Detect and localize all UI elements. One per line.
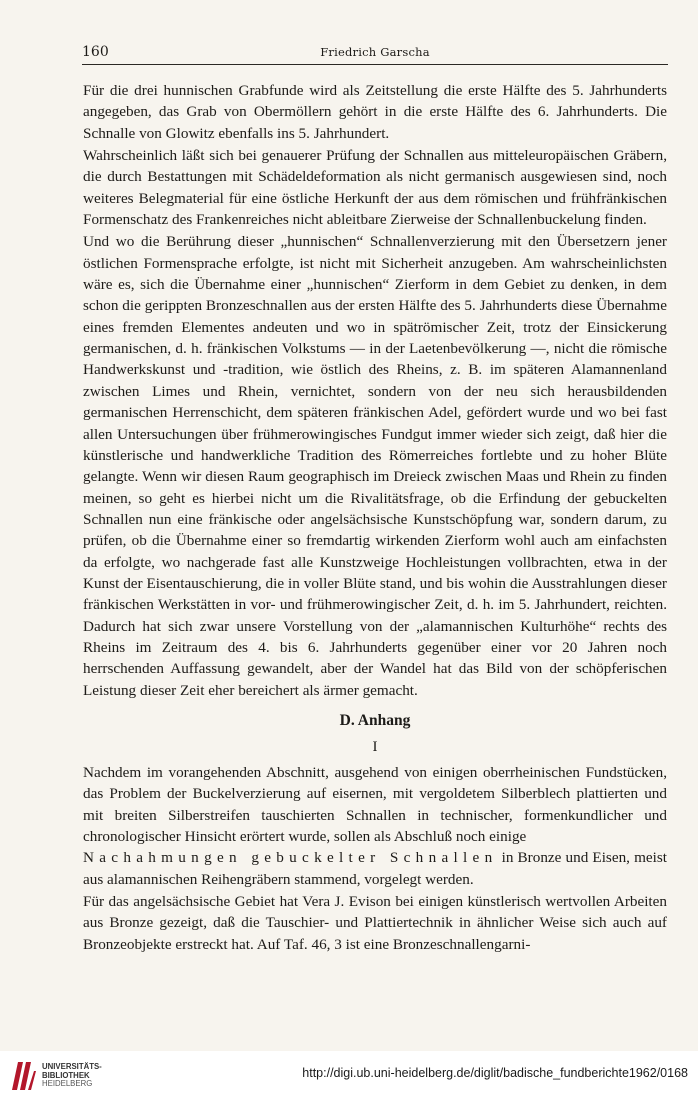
paragraph: Und wo die Berührung dieser „hunnischen“ Schnallenverzierung mit den Übersetzern jener östlichen Formensprache erfolgte, ist nicht mit Sicherheit anzugeben. Am wahrscheinlichsten wäre es, sich die Übernahme einer „hunnischen“ Zierform in dem Gebiet zu denken, in dem schon die gerippten Bronzeschnallen aus der ersten Hälfte des 5. Jahrhunderts diese Übernahme eines fremden Elementes andeuten und wo in spätrömischer Zeit, trotz der Einsickerung germanischen, d. h. fränkischen Volkstums — in der Laetenbevölkerung —, nicht die römische Handwerkskunst und -tradition, wie östlich des Rheins, z. B. im späteren Alamannenland zwischen Limes und Rhein, vernichtet, sondern von der neu sich herausbildenden germanischen Herrenschicht, dem späteren fränkischen Adel, gefördert wurde und wo bei fast allen Untersuchungen über frühmerowingisches Fundgut immer wieder sich zeigt, daß hier die künstlerische und handwerkliche Tradition des Römerreiches fortlebte und zu hoher Blüte gelangte. Wenn wir diesen Raum geographisch im Dreieck zwischen Maas und Rhein zu finden meinen, so geht es hierbei nicht um die Rivalitätsfrage, ob die Erfindung der gebuckelten Schnallen nun eine fränkische oder angelsächsische Kunstschöpfung war, sondern darum, zu prüfen, ob die Übernahme einer so fremdartig wirkenden Zierform wohl auch am einfachsten da erfolgte, wo nachgerade fast alle Kunstzweige Hochleistungen vollbrachten, etwa in der Kunst der Eisentauschierung, die in voller Blüte stand, und bis wohin die Ausstrahlungen dieser fränkischen Werkstätten in vor- und frühmerowingischer Zeit, d. h. im 5. Jahrhundert, reichten. Dadurch hat sich zwar unsere Vorstellung von der „alamannischen Kulturhöhe“ rechts des Rheins im Zeitraum des 4. bis 6. Jahrhunderts gegenüber einer vor 20 Jahren noch herrschenden Auffassung gewandelt, aber der Wandel hat das Bild von der schöpferischen Leistung dieser Zeit eher bereichert als ärmer gemacht. — [83, 233, 667, 699]
library-name-line: BIBLIOTHEK — [42, 1070, 90, 1080]
library-name-line: HEIDELBERG — [42, 1079, 93, 1089]
anhang-paragraph — [83, 762, 667, 890]
library-logo-icon — [9, 1059, 37, 1093]
paragraph: Für die drei hunnischen Grabfunde wird als Zeitstellung die erste Hälfte des 5. Jahrhunderts angegeben, das Grab von Obermöllern gehört in die erste Hälfte des 6. Jahrhunderts. Die Schnalle von Glowitz ebenfalls ins 5. Jahrhundert. — [83, 82, 667, 142]
anhang-text-after: in Bronze und Eisen, meist aus alamannischen Reihengräbern stammend, vorgelegt werden. — [83, 849, 667, 888]
library-name-line: UNIVERSITÄTS- — [42, 1062, 102, 1071]
digitization-footer — [0, 1051, 698, 1101]
page-body — [83, 80, 667, 956]
page-number: 160 — [82, 44, 109, 60]
subsection-numeral: I — [372, 738, 378, 755]
anhang-text-before: Nachdem im vorangehenden Abschnitt, ausgehend von einigen oberrheinischen Fundstücken, das Problem der Buckelverzierung auf eisernen, mit vergoldetem Silberblech plattierten und mit breiten Silberstreifen tauschierten Schnallen in technischer, formenkundlicher und chronologischer Hinsicht erörtert wurde, sollen als Abschluß noch einige — [83, 763, 667, 845]
library-name — [42, 1063, 102, 1089]
section-heading: D. Anhang — [339, 711, 411, 729]
spaced-emphasis: Nachahmungen gebuckelter Schnallen — [83, 849, 498, 867]
final-paragraph: Für das angelsächsische Gebiet hat Vera J. Evison bei einigen künstlerisch wertvollen Arbeiten aus Bronze gezeigt, daß die Tauschier- und Plattiertechnik in ähnlicher Weise sich auch auf Bronzeobjekte erstreckt hat. Auf Taf. 46, 3 ist eine Bronzeschnallengarni- — [83, 893, 667, 953]
paragraph: Wahrscheinlich läßt sich bei genauerer Prüfung der Schnallen aus mitteleuropäischen Gräbern, die durch Bestattungen mit Schädeldeformation als nicht germanisch ausgewiesen sind, noch weiteres Belegmaterial für eine östliche Herkunft der aus dem römischen und frühfränkischen Formenschatz des Frankenreiches nicht ableitbare Zierweise der Schnallenbuckelung finden. — [83, 147, 667, 229]
running-title: Friedrich Garscha — [320, 45, 430, 59]
source-url-link[interactable]: http://digi.ub.uni-heidelberg.de/diglit/badische_fundberichte1962/0168 — [302, 1066, 688, 1080]
page-header — [82, 44, 668, 65]
